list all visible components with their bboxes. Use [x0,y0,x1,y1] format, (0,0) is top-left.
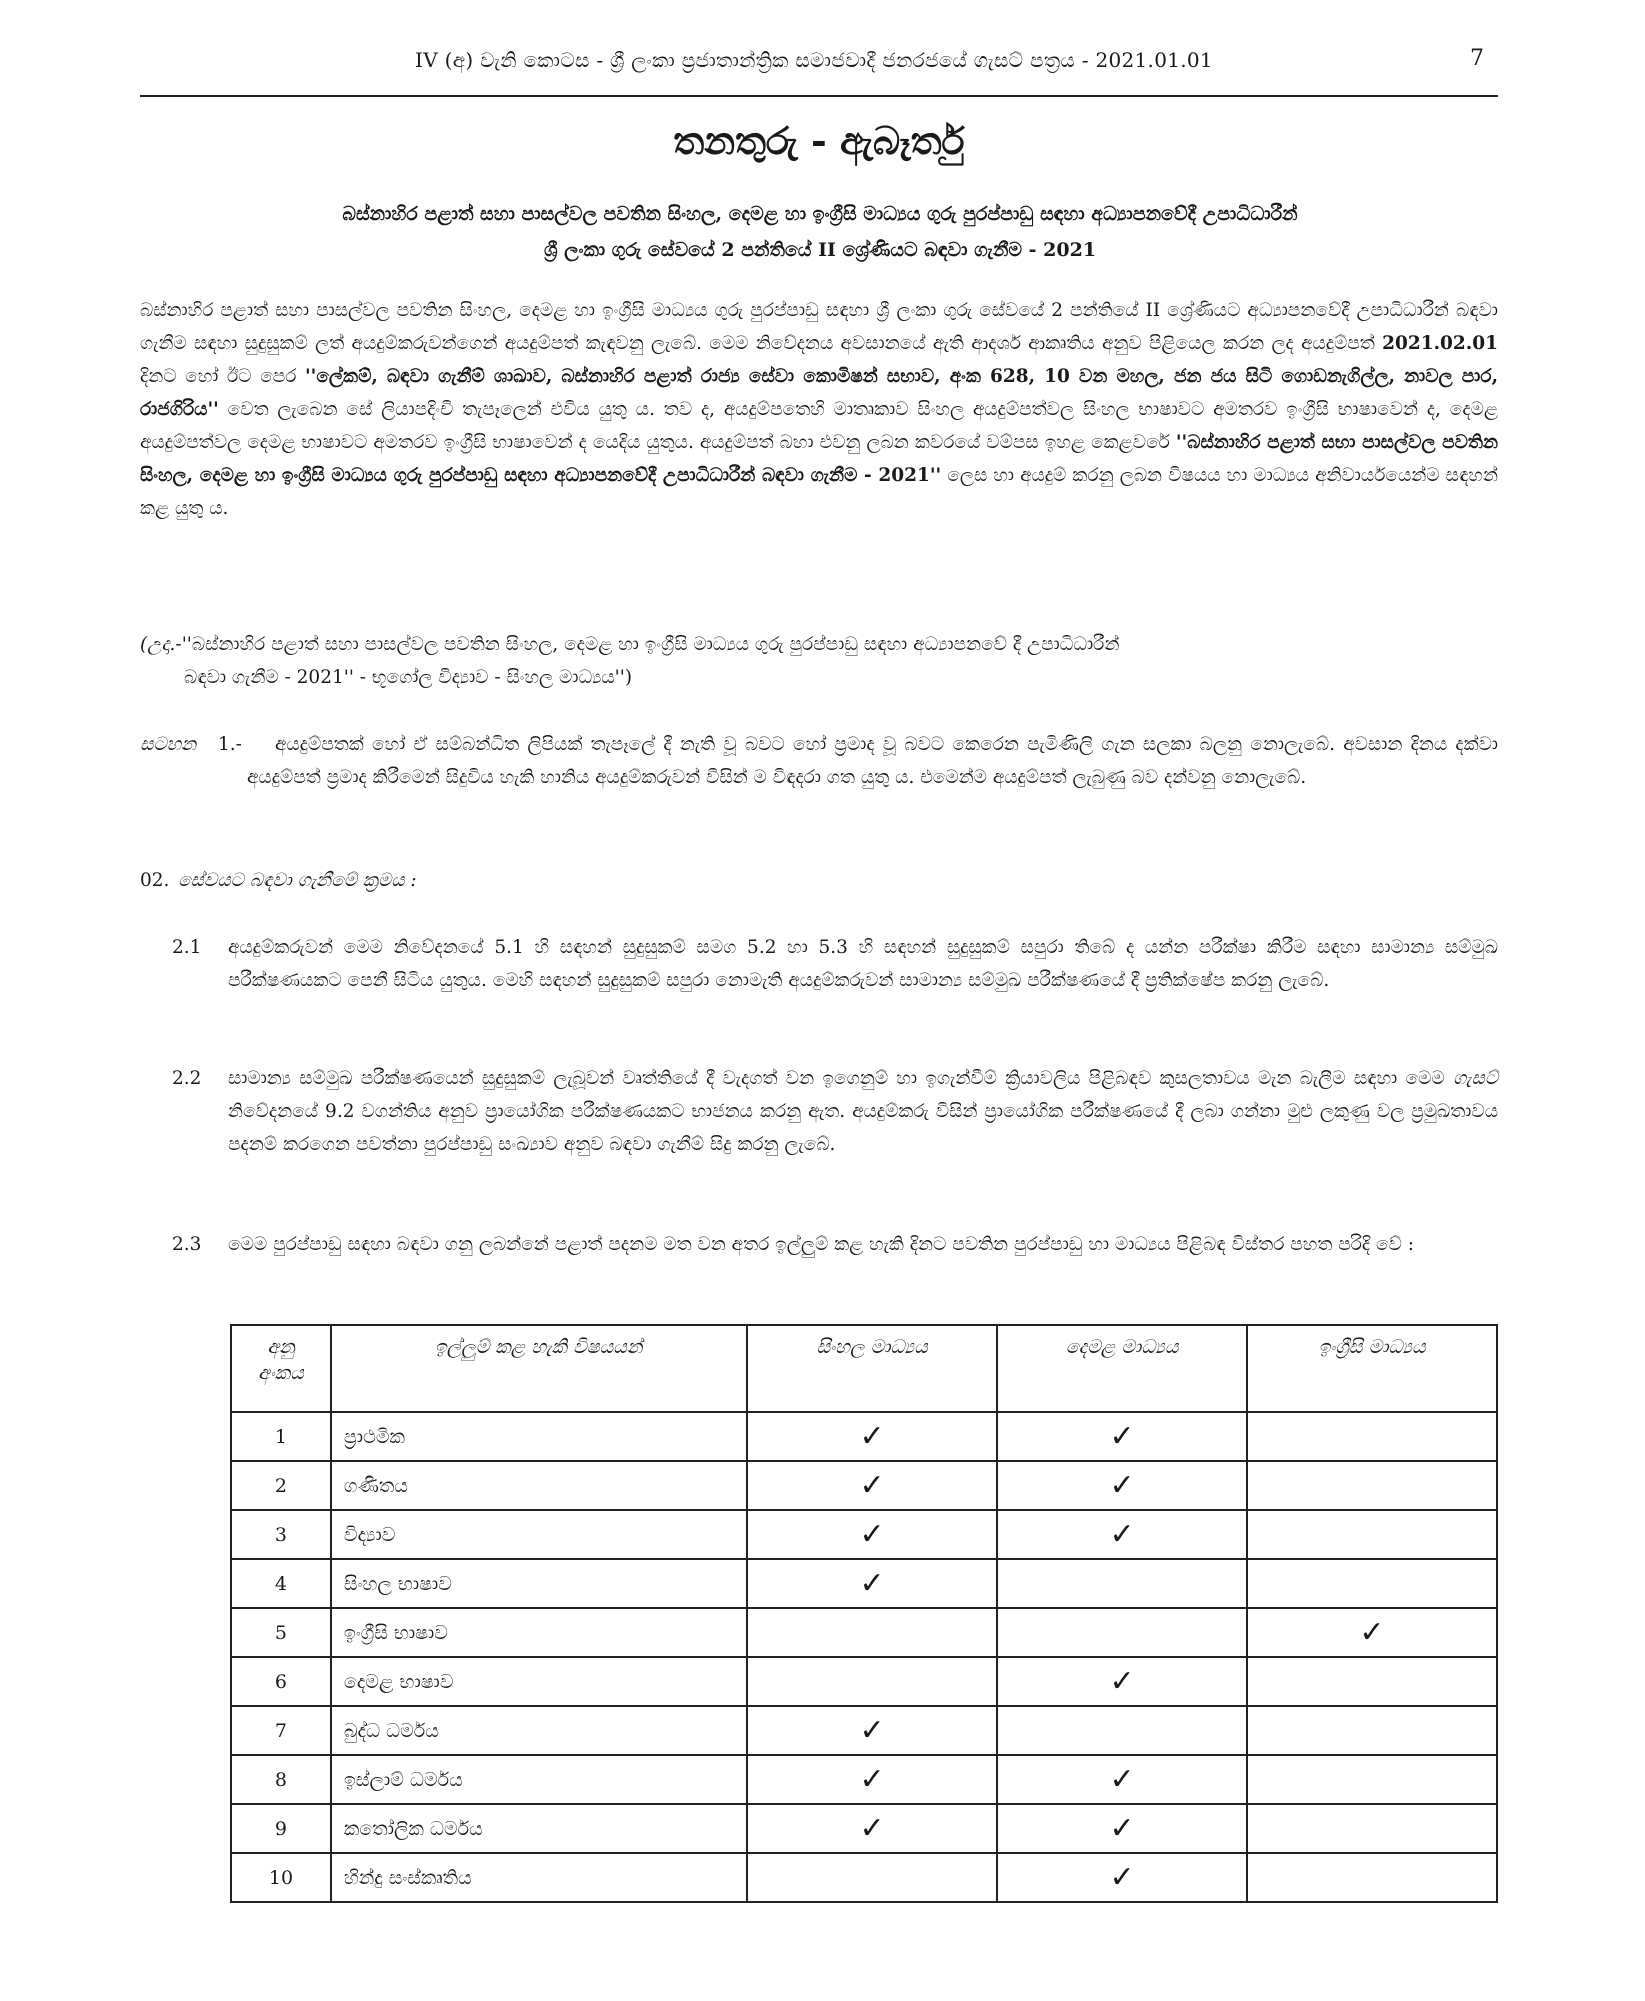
tamil-medium-check [997,1608,1247,1657]
section-2-title: සේවයට බඳවා ගැනීමේ ක්‍රමය : [178,870,417,891]
english-medium-check [1247,1706,1497,1755]
header-sinhala-medium: සිංහල මාධ්‍යය [747,1325,997,1412]
notice-title-line-2: ශ්‍රී ලංකා ගුරු සේවයේ 2 පන්තියේ II ශ්‍රේණියට බඳවා ගැනීම - 2021 [543,239,1097,261]
table-row [231,1706,1497,1755]
subsection-2-2-text-a: සාමාන්‍ය සම්මුඛ පරීක්ෂණයෙන් සුදුසුකම් ලැබූවන් වෘත්තියේ දී වැදගත් වන ඉගෙනුම් හා ඉගැන්වීම් ක්‍රියාවලිය පිළිබඳව කුසලතාවය මැන බැලීම සඳහා මෙම [228,1068,1453,1089]
row-subject: ඉංග්‍රීසි භාෂාව [331,1608,747,1657]
sinhala-medium-check: ✓ [747,1755,997,1804]
english-medium-check: ✓ [1247,1608,1497,1657]
sinhala-medium-check: ✓ [747,1461,997,1510]
row-subject: ඉස්ලාම් ධර්මය [331,1755,747,1804]
row-subject: දෙමළ භාෂාව [331,1657,747,1706]
row-number: 5 [231,1608,331,1657]
header-serial-no-line-1: අනු [267,1336,295,1358]
postal-address: ''ලේකම්, බඳවා ගැනීම් ශාඛාව, බස්නාහිර පළාත් රාජ්‍ය සේවා කොමිෂන් සභාව, අංක 628, 10 වන මහල, ජන ජය සිටි ගොඩනැගිල්ල, නාවල පාර, රාජගිරිය'' [140,366,1499,420]
row-number: 8 [231,1755,331,1804]
tamil-medium-check: ✓ [997,1804,1247,1853]
subsection-2-3-number: 2.3 [172,1234,202,1255]
subsection-2-2-text-b: නිවේදනයේ 9.2 වගන්තිය අනුව ප්‍රායෝගික පරීක්ෂණයකට භාජනය කරනු ඇත. අයදුම්කරු විසින් ප්‍රායෝගික පරීක්ෂණයේ දී ලබා ගන්නා මුළු ලකුණු වල ප්‍රමුඛතාවය පදනම් කරගෙන පවත්නා පුරප්පාඩු සංඛ්‍යාව අනුව බඳවා ගැනීම් සිදු කරනු ලැබේ. [228,1101,1498,1155]
english-medium-check [1247,1510,1497,1559]
english-medium-check [1247,1657,1497,1706]
tamil-medium-check: ✓ [997,1853,1247,1902]
sinhala-medium-check [747,1608,997,1657]
section-2-number: 02. [140,870,170,891]
tamil-medium-check [997,1706,1247,1755]
english-medium-check [1247,1755,1497,1804]
sinhala-medium-check [747,1657,997,1706]
table-row [231,1853,1497,1902]
table-row [231,1510,1497,1559]
sinhala-medium-check [747,1853,997,1902]
example-label: (උදා.- [140,634,182,655]
subsection-2-1-number: 2.1 [172,937,202,958]
tamil-medium-check: ✓ [997,1657,1247,1706]
table-header-row [231,1325,1497,1412]
tamil-medium-check: ✓ [997,1755,1247,1804]
tamil-medium-check: ✓ [997,1510,1247,1559]
english-medium-check [1247,1804,1497,1853]
subsection-2-2-number: 2.2 [172,1068,202,1089]
table-row [231,1608,1497,1657]
header-subject: ඉල්ලුම් කළ හැකි විෂයයන් [331,1325,747,1412]
row-number: 7 [231,1706,331,1755]
gazette-word: ගැසට් [1453,1068,1498,1089]
sinhala-medium-check: ✓ [747,1706,997,1755]
intro-text-4: ලෙස හා අයදුම් කරනු ලබන විෂයය හා මාධ්‍යය අනිවාර්යයෙන්ම සඳහන් කළ යුතු ය. [140,465,1498,519]
row-number: 10 [231,1853,331,1902]
row-number: 2 [231,1461,331,1510]
row-number: 4 [231,1559,331,1608]
row-number: 3 [231,1510,331,1559]
header-serial-no-line-2: අංකය [258,1362,304,1384]
running-head: IV (අ) වැනි කොටස - ශ්‍රී ලංකා ප්‍රජාතාන්ත්‍රික සමාජවාදී ජනරජයේ ගැසට් පත්‍රය - 2021.01.01 [415,48,1213,72]
row-subject: කතෝලික ධර්මය [331,1804,747,1853]
subsection-2-3-text: මෙම පුරප්පාඩු සඳහා බඳවා ගනු ලබන්නේ පළාත් පදනම මත වන අතර ඉල්ලුම් කළ හැකි දිනට පවතින පුරප්පාඩු හා මාධ්‍යය පිළිබඳ විස්තර පහත පරිදි වේ : [228,1234,1415,1255]
header-tamil-medium: දෙමළ මාධ්‍යය [997,1325,1247,1412]
table-row [231,1412,1497,1461]
subjects-table [230,1324,1498,1903]
row-subject: ප්‍රාථමික [331,1412,747,1461]
example-paragraph [140,628,1498,694]
english-medium-check [1247,1853,1497,1902]
header-rule [140,95,1498,97]
table-row [231,1755,1497,1804]
table-row [231,1804,1497,1853]
sinhala-medium-check: ✓ [747,1412,997,1461]
section-title: තනතුරු - ඇබෑර්තු [673,118,965,163]
note-number: 1.- [218,734,242,755]
page-number: 7 [1470,46,1484,71]
intro-text-3: වෙත ලැබෙන සේ ලියාපදිංචි තැපෑලෙන් එවිය යුතු ය. තව ද, අයදුම්පතෙහි මාතෘකාව සිංහල අයදුම්පත්වල සිංහල භාෂාවට අමතරව ඉංග්‍රීසි භාෂාවෙන් ද, දෙමළ අයදුම්පත්වල දෙමළ භාෂාවට අමතරව ඉංග්‍රීසි භාෂාවෙන් ද යෙදිය යුතුය. අයදුම්පත් බහා එවනු ලබන කවරයේ වම්පස ඉහළ කෙළවරේ [140,399,1498,453]
note-text [247,728,1498,794]
row-subject: හින්දු සංස්කෘතිය [331,1853,747,1902]
english-medium-check [1247,1412,1497,1461]
sinhala-medium-check: ✓ [747,1510,997,1559]
envelope-title: ''බස්නාහිර පළාත් සභා පාසල්වල පවතින සිංහල, දෙමළ හා ඉංග්‍රීසි මාධ්‍යය ගුරු පුරප්පාඩු සඳහා අධ්‍යාපනවේදී උපාධිධාරීන් බඳවා ගැනීම - 2021'' [140,432,1498,486]
table-row [231,1461,1497,1510]
row-subject: විද්‍යාව [331,1510,747,1559]
tamil-medium-check [997,1559,1247,1608]
header-english-medium: ඉංග්‍රීසි මාධ්‍යය [1247,1325,1497,1412]
subsection-2-1-text: අයදුම්කරුවන් මෙම නිවේදනයේ 5.1 හි සඳහන් සුදුසුකම් සමග 5.2 හා 5.3 හි සඳහන් සුදුසුකම් සපුරා තිබේ ද යන්න පරීක්ෂා කිරීම සඳහා සාමාන්‍ය සම්මුඛ පරීක්ෂණයකට පෙනී සිටිය යුතුය. මෙහි සඳහන් සුදුසුකම් සපුරා නොමැති අයදුම්කරුවන් සාමාන්‍ය සම්මුඛ පරීක්ෂණයේ දී ප්‍රතික්ෂේප කරනු ලැබේ. [228,937,1498,991]
subsection-2-2-text [228,1062,1498,1161]
notice-title [150,196,1490,268]
intro-paragraph [140,294,1498,525]
tamil-medium-check: ✓ [997,1412,1247,1461]
row-subject: ගණිතය [331,1461,747,1510]
header-serial-no [231,1325,331,1412]
intro-text-1: බස්නාහිර පළාත් සහා පාසල්වල පවතින සිංහල, දෙමළ හා ඉංග්‍රීසි මාධ්‍යය ගුරු පුරප්පාඩු සඳහා ශ්‍රී ලංකා ගුරු සේවයේ 2 පන්තියේ II ශ්‍රේණියට අධ්‍යාපනවේදී උපාධිධාරීන් බඳවා ගැනීම සඳහා සුදුසුකම් ලත් අයදුම්කරුවන්ගෙන් අයදුම්පත් කැඳවනු ලැබේ. මෙම නිවේදනය අවසානයේ ඇති ආදර්ශ ආකෘතිය අනුව පිළියෙල කරන ලද අයදුම්පත් [140,300,1498,354]
example-line-2: බඳවා ගැනීම - 2021'' - භූගෝල විද්‍යාව - සිංහල මාධ්‍යය'') [184,667,633,688]
table-row [231,1559,1497,1608]
closing-date: 2021.02.01 [1382,333,1498,354]
row-subject: බුද්ධ ධර්මය [331,1706,747,1755]
english-medium-check [1247,1559,1497,1608]
intro-text-2: දිනට හෝ ඊට පෙර [140,366,305,387]
note-body: අයදුම්පතක් හෝ ඒ සම්බන්ධිත ලිපියක් තැපෑලේ දී නැති වූ බවට හෝ ප්‍රමාද වූ බවට කෙරෙන පැමිණිලි ගැන සලකා බලනු නොලැබේ. අවසාන දිනය දක්වා අයදුම්පත් ප්‍රමාද කිරීමෙන් සිදුවිය හැකි හානිය අයදුම්කරුවන් විසින් ම විඳදරා ගත යුතු ය. එමෙන්ම අයදුම්පත් ලැබුණු බව දන්වනු නොලැබේ. [247,734,1498,788]
row-number: 1 [231,1412,331,1461]
row-subject: සිංහල භාෂාව [331,1559,747,1608]
notice-title-line-1: බස්නාහිර පළාත් සහා පාසල්වල පවතින සිංහල, දෙමළ හා ඉංග්‍රීසි මාධ්‍යය ගුරු පුරප්පාඩු සඳහා අධ්‍යාපනවේදී උපාධිධාරීන් [342,203,1298,225]
row-number: 9 [231,1804,331,1853]
sinhala-medium-check: ✓ [747,1559,997,1608]
tamil-medium-check: ✓ [997,1461,1247,1510]
note-label: සටහන [140,734,197,755]
table-row [231,1657,1497,1706]
row-number: 6 [231,1657,331,1706]
example-line-1: ''බස්නාහිර පළාත් සහා පාසල්වල පවතින සිංහල, දෙමළ හා ඉංග්‍රීසි මාධ්‍යය ගුරු පුරප්පාඩු සඳහා අධ්‍යාපනවේ දී උපාධිධාරීන් [181,634,1120,655]
sinhala-medium-check: ✓ [747,1804,997,1853]
english-medium-check [1247,1461,1497,1510]
